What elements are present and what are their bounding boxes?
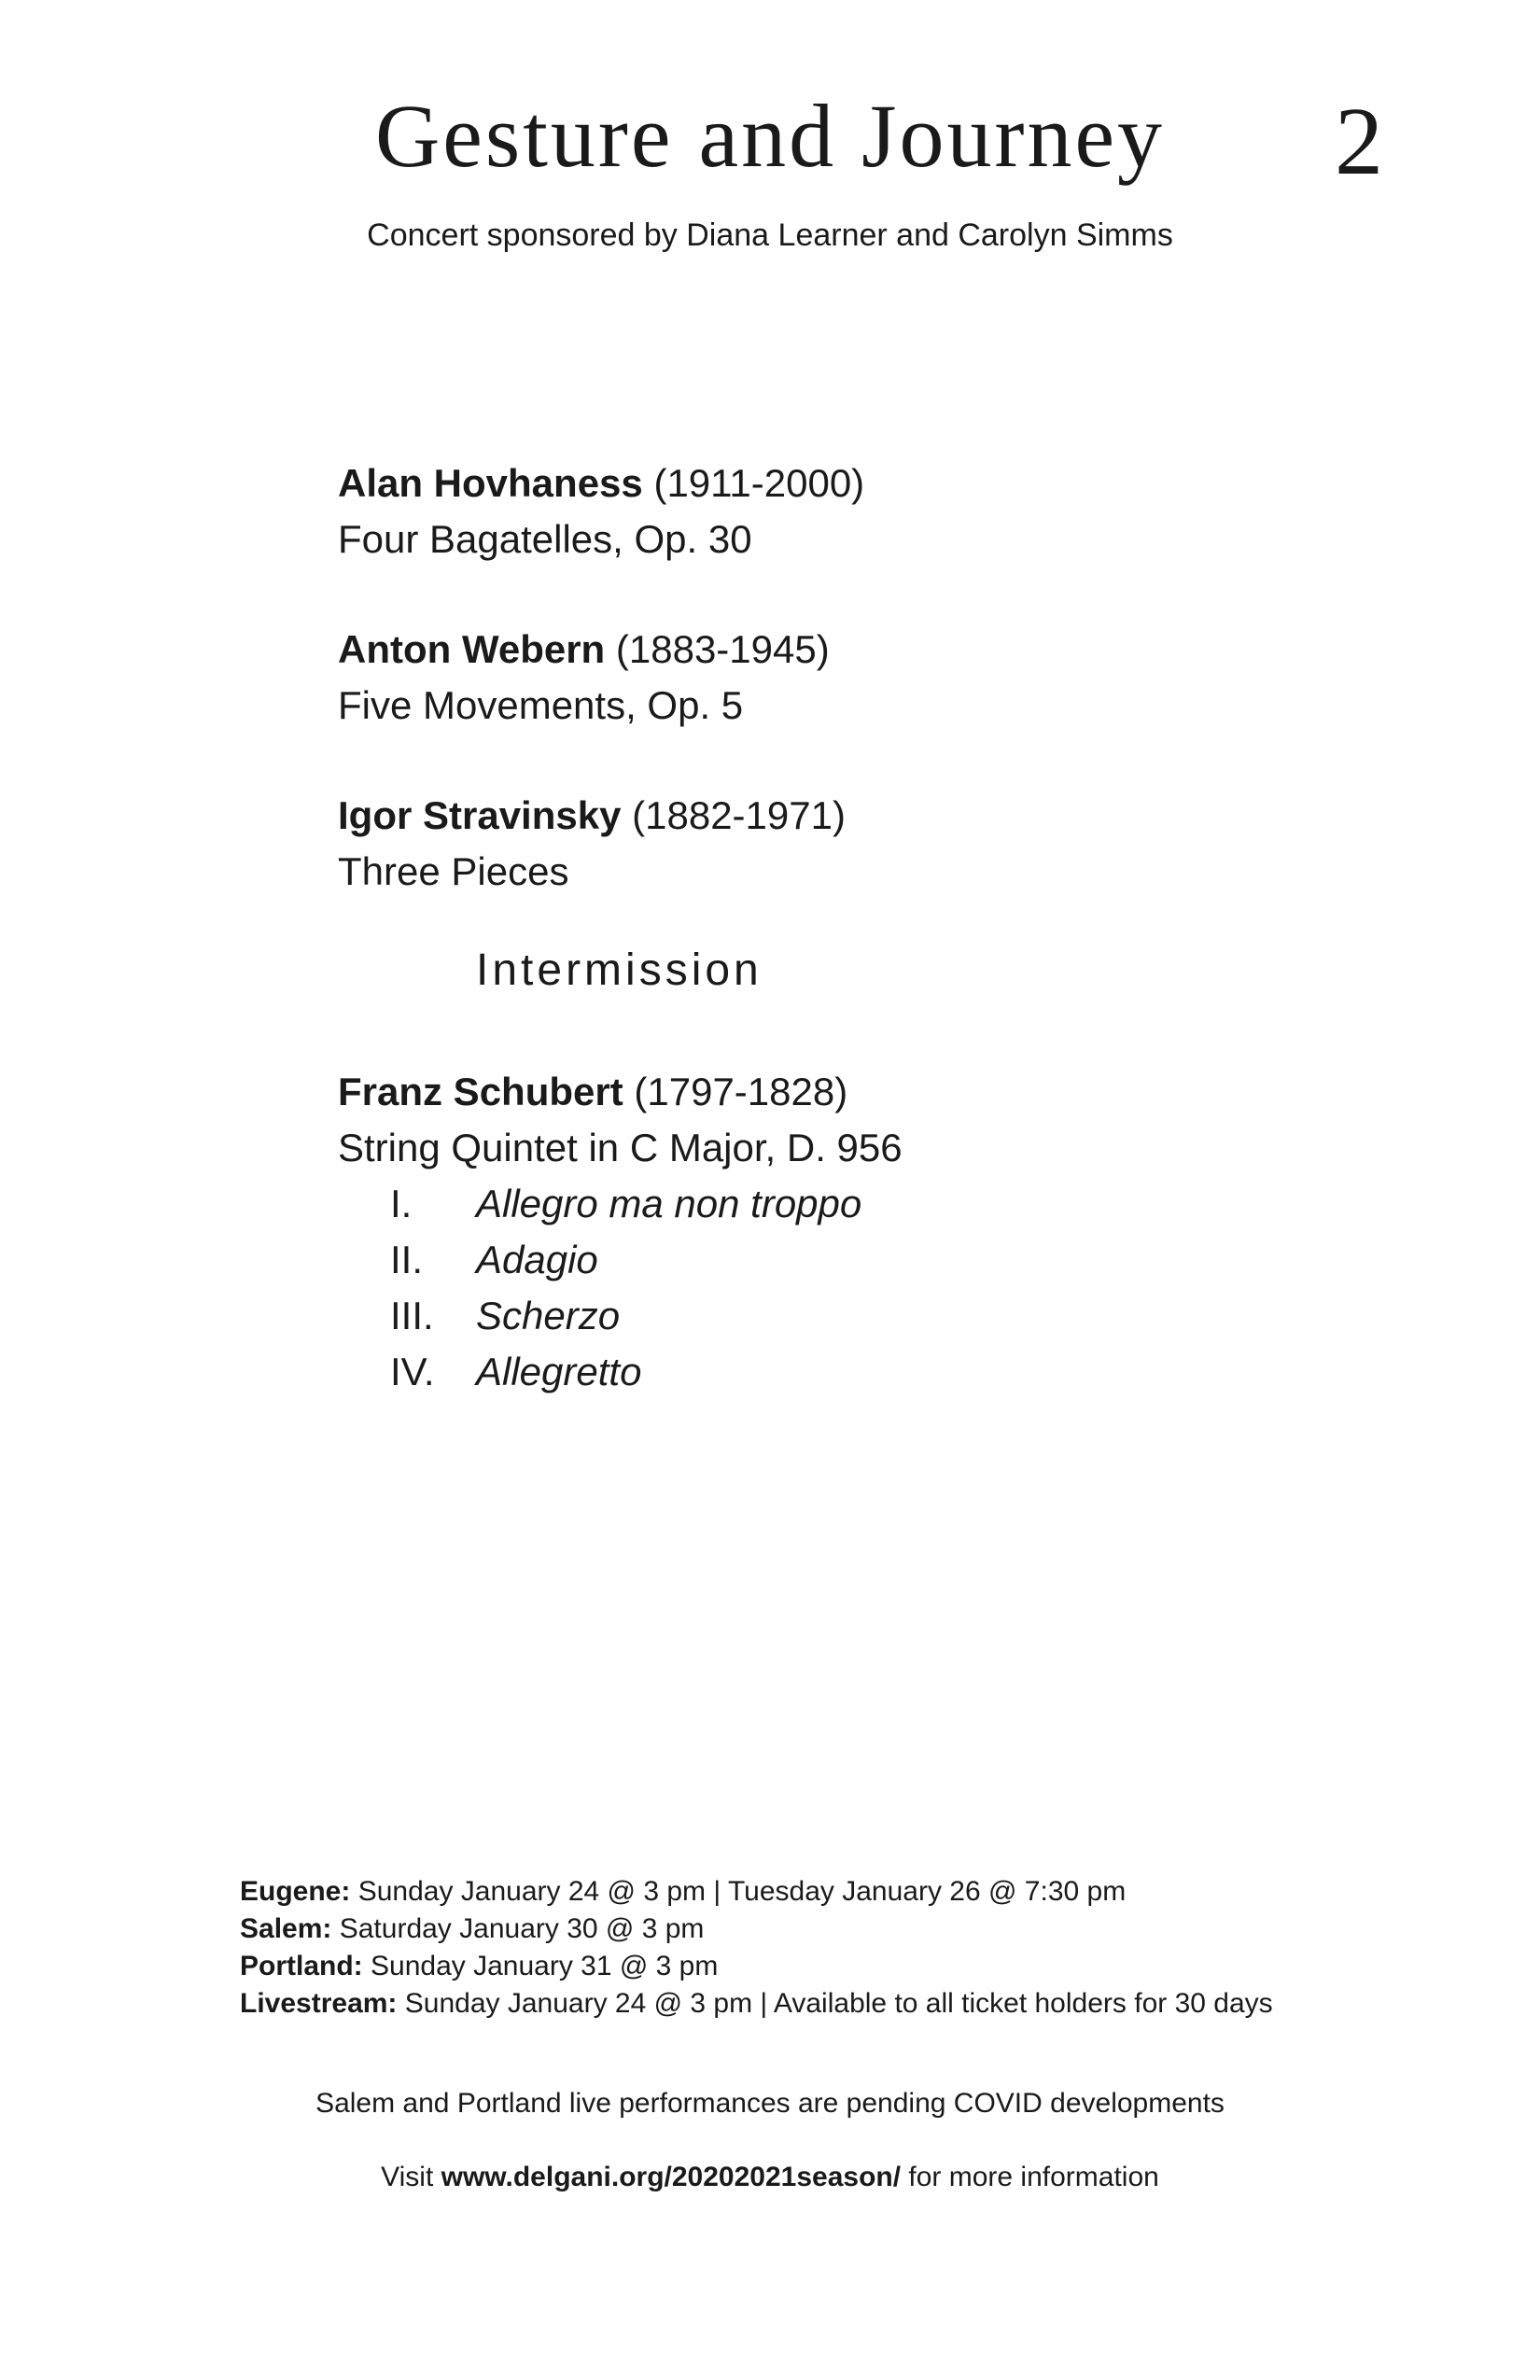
movement-list bbox=[338, 1176, 903, 1400]
schedule-row bbox=[240, 1873, 1273, 1911]
composer-name: Alan Hovhaness bbox=[338, 461, 643, 505]
work-title: Five Movements, Op. 5 bbox=[338, 683, 744, 727]
movement-item bbox=[338, 1176, 903, 1232]
performance-schedule bbox=[240, 1873, 1273, 2023]
schedule-row bbox=[240, 1985, 1273, 2023]
program-item bbox=[338, 622, 903, 734]
movement-item bbox=[338, 1232, 903, 1288]
schedule-location: Eugene: bbox=[240, 1876, 351, 1907]
visit-suffix: for more information bbox=[908, 2162, 1159, 2192]
schedule-location: Portland: bbox=[240, 1951, 363, 1981]
movement-number: I. bbox=[390, 1182, 413, 1225]
composer-name: Franz Schubert bbox=[338, 1070, 623, 1113]
composer-dates: (1882-1971) bbox=[632, 793, 846, 837]
schedule-details: Sunday January 31 @ 3 pm bbox=[371, 1951, 719, 1981]
visit-prefix: Visit bbox=[381, 2162, 434, 2192]
composer-line bbox=[338, 455, 903, 511]
composer-line bbox=[338, 788, 903, 844]
movement-number: III. bbox=[390, 1294, 434, 1337]
schedule-details: Sunday January 24 @ 3 pm | Tuesday January 26 @ 7:30 pm bbox=[357, 1876, 1127, 1907]
page-title: Gesture and Journey bbox=[374, 86, 1166, 186]
movement-title: Allegro ma non troppo bbox=[476, 1182, 862, 1225]
schedule-location: Livestream: bbox=[240, 1988, 398, 2019]
movement-title: Adagio bbox=[476, 1238, 598, 1281]
composer-dates: (1911-2000) bbox=[653, 461, 865, 505]
work-title: Four Bagatelles, Op. 30 bbox=[338, 517, 752, 561]
schedule-row bbox=[240, 1911, 1273, 1948]
composer-name: Anton Webern bbox=[338, 627, 606, 671]
visit-line bbox=[0, 2163, 1540, 2191]
movement-title: Scherzo bbox=[476, 1294, 621, 1337]
page-number: 2 bbox=[1335, 88, 1383, 195]
composer-name: Igor Stravinsky bbox=[338, 793, 622, 837]
movement-title: Allegretto bbox=[476, 1350, 642, 1393]
movement-item bbox=[338, 1288, 903, 1344]
program-item-final bbox=[338, 1064, 903, 1400]
covid-note: Salem and Portland live performances are pending COVID developments bbox=[315, 2088, 1225, 2119]
work-title: String Quintet in C Major, D. 956 bbox=[338, 1126, 903, 1169]
website-link[interactable]: www.delgani.org/20202021season/ bbox=[441, 2162, 902, 2192]
program-listing bbox=[338, 455, 903, 1400]
work-title: Three Pieces bbox=[338, 849, 569, 893]
composer-line bbox=[338, 1064, 903, 1120]
movement-number: II. bbox=[390, 1238, 424, 1281]
schedule-location: Salem: bbox=[240, 1913, 332, 1944]
movement-item bbox=[338, 1344, 903, 1400]
composer-dates: (1883-1945) bbox=[615, 627, 830, 671]
schedule-details: Saturday January 30 @ 3 pm bbox=[339, 1913, 705, 1944]
composer-line bbox=[338, 622, 903, 678]
composer-dates: (1797-1828) bbox=[634, 1070, 848, 1113]
program-item bbox=[338, 788, 903, 900]
program-item bbox=[338, 455, 903, 567]
intermission-heading: Intermission bbox=[476, 945, 763, 995]
movement-number: IV. bbox=[390, 1350, 435, 1393]
schedule-details: Sunday January 24 @ 3 pm | Available to all ticket holders for 30 days bbox=[404, 1988, 1273, 2019]
sponsor-line: Concert sponsored by Diana Learner and Carolyn Simms bbox=[367, 217, 1173, 253]
schedule-row bbox=[240, 1948, 1273, 1985]
